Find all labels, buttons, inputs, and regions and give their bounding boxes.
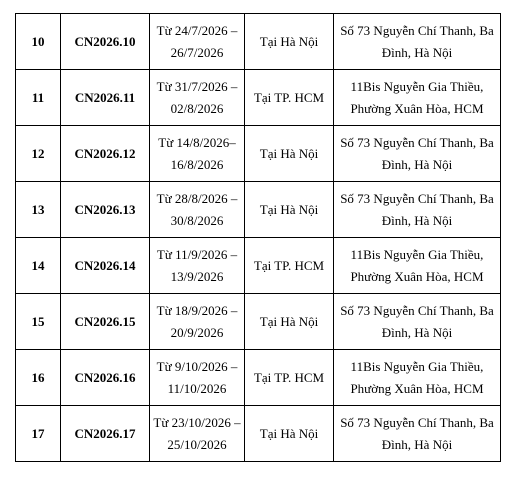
location: Tại Hà Nội bbox=[245, 182, 334, 238]
address bbox=[334, 126, 501, 182]
row-number: 12 bbox=[16, 126, 61, 182]
date-start: Từ 31/7/2026 – bbox=[156, 78, 238, 94]
address-line-2: Phường Xuân Hòa, HCM bbox=[350, 268, 484, 284]
location: Tại Hà Nội bbox=[245, 294, 334, 350]
address bbox=[334, 238, 501, 294]
date-range bbox=[150, 350, 245, 406]
location: Tại Hà Nội bbox=[245, 126, 334, 182]
location: Tại Hà Nội bbox=[245, 14, 334, 70]
address-line-1: Số 73 Nguyễn Chí Thanh, Ba bbox=[340, 134, 494, 150]
course-code: CN2026.17 bbox=[61, 406, 150, 462]
location: Tại Hà Nội bbox=[245, 406, 334, 462]
date-end: 11/10/2026 bbox=[167, 380, 227, 396]
date-range bbox=[150, 406, 245, 462]
date-range bbox=[150, 70, 245, 126]
address-line-1: 11Bis Nguyễn Gia Thiều, bbox=[350, 246, 484, 262]
course-code: CN2026.13 bbox=[61, 182, 150, 238]
address-line-1: 11Bis Nguyễn Gia Thiều, bbox=[350, 78, 484, 94]
row-number: 15 bbox=[16, 294, 61, 350]
address-line-2: Phường Xuân Hòa, HCM bbox=[350, 380, 484, 396]
address bbox=[334, 14, 501, 70]
date-end: 26/7/2026 bbox=[170, 44, 224, 60]
course-code: CN2026.10 bbox=[61, 14, 150, 70]
address-line-2: Phường Xuân Hòa, HCM bbox=[350, 100, 484, 116]
course-code: CN2026.16 bbox=[61, 350, 150, 406]
row-number: 13 bbox=[16, 182, 61, 238]
row-number: 17 bbox=[16, 406, 61, 462]
address-line-2: Đình, Hà Nội bbox=[381, 44, 453, 60]
address-line-1: Số 73 Nguyễn Chí Thanh, Ba bbox=[340, 22, 494, 38]
address-line-2: Đình, Hà Nội bbox=[381, 324, 453, 340]
course-code: CN2026.12 bbox=[61, 126, 150, 182]
date-start: Từ 24/7/2026 – bbox=[156, 22, 238, 38]
table-row bbox=[16, 406, 501, 462]
location: Tại TP. HCM bbox=[245, 238, 334, 294]
date-range bbox=[150, 182, 245, 238]
date-start: Từ 18/9/2026 – bbox=[156, 302, 238, 318]
address bbox=[334, 350, 501, 406]
address bbox=[334, 294, 501, 350]
table-row bbox=[16, 238, 501, 294]
table-row bbox=[16, 70, 501, 126]
address-line-2: Đình, Hà Nội bbox=[381, 212, 453, 228]
row-number: 16 bbox=[16, 350, 61, 406]
row-number: 10 bbox=[16, 14, 61, 70]
date-range bbox=[150, 126, 245, 182]
table-row bbox=[16, 126, 501, 182]
date-start: Từ 28/8/2026 – bbox=[156, 190, 238, 206]
date-start: Từ 9/10/2026 – bbox=[156, 358, 238, 374]
date-start: Từ 14/8/2026– bbox=[158, 134, 236, 150]
date-range bbox=[150, 294, 245, 350]
address-line-1: Số 73 Nguyễn Chí Thanh, Ba bbox=[340, 302, 494, 318]
address-line-1: Số 73 Nguyễn Chí Thanh, Ba bbox=[340, 414, 494, 430]
date-start: Từ 11/9/2026 – bbox=[156, 246, 238, 262]
address bbox=[334, 406, 501, 462]
address-line-2: Đình, Hà Nội bbox=[381, 156, 453, 172]
row-number: 14 bbox=[16, 238, 61, 294]
table-row bbox=[16, 182, 501, 238]
location: Tại TP. HCM bbox=[245, 70, 334, 126]
date-end: 20/9/2026 bbox=[170, 324, 224, 340]
table-row bbox=[16, 350, 501, 406]
date-start: Từ 23/10/2026 – bbox=[153, 414, 241, 430]
course-code: CN2026.11 bbox=[61, 70, 150, 126]
date-end: 02/8/2026 bbox=[170, 100, 224, 116]
address bbox=[334, 70, 501, 126]
schedule-table bbox=[15, 13, 501, 462]
course-code: CN2026.15 bbox=[61, 294, 150, 350]
table-row bbox=[16, 294, 501, 350]
date-end: 13/9/2026 bbox=[170, 268, 224, 284]
row-number: 11 bbox=[16, 70, 61, 126]
date-end: 25/10/2026 bbox=[167, 436, 227, 452]
address-line-1: Số 73 Nguyễn Chí Thanh, Ba bbox=[340, 190, 494, 206]
date-end: 30/8/2026 bbox=[170, 212, 224, 228]
address-line-1: 11Bis Nguyễn Gia Thiều, bbox=[350, 358, 484, 374]
date-range bbox=[150, 14, 245, 70]
address-line-2: Đình, Hà Nội bbox=[381, 436, 453, 452]
date-range bbox=[150, 238, 245, 294]
location: Tại TP. HCM bbox=[245, 350, 334, 406]
date-end: 16/8/2026 bbox=[170, 156, 224, 172]
course-code: CN2026.14 bbox=[61, 238, 150, 294]
address bbox=[334, 182, 501, 238]
table-row bbox=[16, 14, 501, 70]
